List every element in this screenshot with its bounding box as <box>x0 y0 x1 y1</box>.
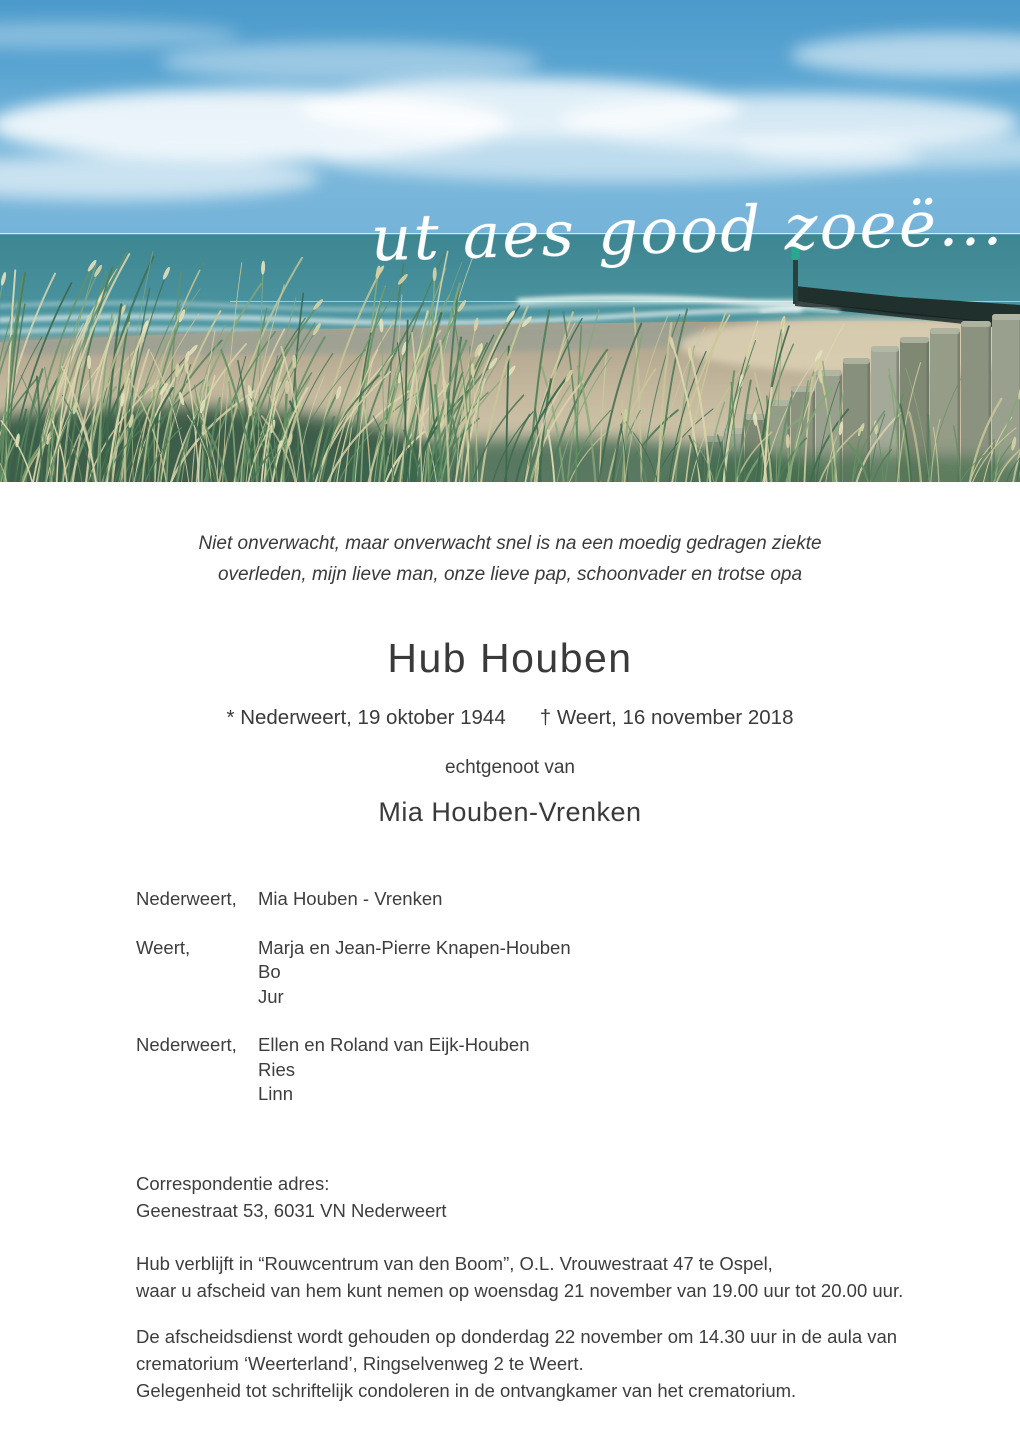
service-line-2: crematorium ‘Weerterland’, Ringselvenweg 2 te Weert. <box>136 1352 584 1374</box>
relation-label: echtgenoot van <box>445 757 575 778</box>
family-place: Nederweert, <box>136 888 237 909</box>
overlay-script-text: ut aes good zoeë... <box>369 185 1006 276</box>
service-paragraph <box>136 1323 936 1404</box>
intro-line-2: overleden, mijn lieve man, onze lieve pap, schoonvader en trotse opa <box>217 564 803 585</box>
deceased-name: Hub Houben <box>387 635 633 681</box>
announcement-text <box>0 528 1020 1404</box>
service-line-3: Gelegenheid tot schriftelijk condoleren in de ontvangkamer van het crematorium. <box>136 1379 797 1401</box>
life-dates <box>0 704 1020 732</box>
family-name: Ries <box>258 1058 296 1080</box>
family-name: Jur <box>258 985 284 1007</box>
family-names <box>258 887 442 912</box>
correspondence-block <box>136 1170 1020 1225</box>
service-line-1: De afscheidsdienst wordt gehouden op donderdag 22 november om 14.30 uur in de aula van <box>136 1325 898 1347</box>
correspondence-address: Geenestraat 53, 6031 VN Nederweert <box>136 1200 447 1221</box>
family-names <box>258 1033 530 1107</box>
correspondence-label: Correspondentie adres: <box>136 1172 330 1194</box>
spouse-name: Mia Houben-Vrenken <box>378 797 642 827</box>
family-row <box>136 936 1020 1010</box>
family-name: Mia Houben - Vrenken <box>258 888 443 909</box>
family-name: Bo <box>258 961 281 982</box>
family-place: Weert, <box>136 936 191 958</box>
visitation-line-1: Hub verblijft in “Rouwcentrum van den Boom”, O.L. Vrouwestraat 47 te Ospel, <box>136 1252 773 1274</box>
family-row <box>136 1033 1020 1107</box>
beach-photo <box>0 0 1020 482</box>
family-name: Ellen en Roland van Eijk-Houben <box>258 1034 530 1055</box>
death-date: † Weert, 16 november 2018 <box>539 706 794 729</box>
family-name: Linn <box>258 1083 293 1104</box>
visitation-paragraph <box>136 1250 936 1304</box>
visitation-line-2: waar u afscheid van hem kunt nemen op woensdag 21 november van 19.00 uur tot 20.00 uur. <box>136 1279 904 1301</box>
birth-date: * Nederweert, 19 oktober 1944 <box>226 706 506 729</box>
intro-lines <box>0 528 1020 590</box>
intro-line-1: Niet onverwacht, maar onverwacht snel is na een moedig gedragen ziekte <box>198 533 822 554</box>
family-place: Nederweert, <box>136 1034 237 1055</box>
family-name: Marja en Jean-Pierre Knapen-Houben <box>258 936 571 958</box>
family-list <box>136 887 1020 1107</box>
family-row <box>136 887 1020 912</box>
family-names <box>258 936 571 1010</box>
